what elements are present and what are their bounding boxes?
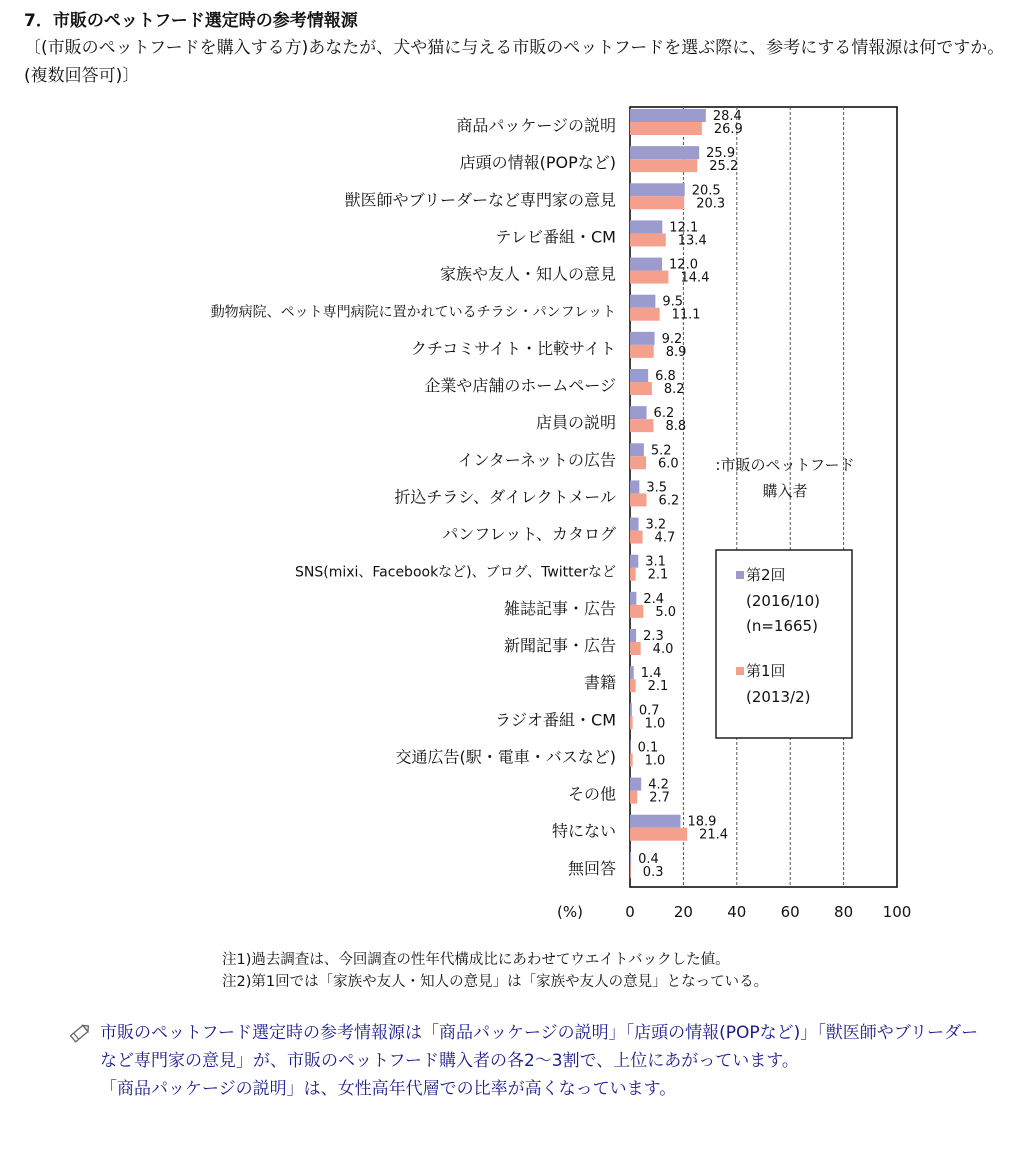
bar-series-1 [630, 852, 631, 865]
bar-series-1 [630, 592, 636, 605]
data-label-series-2: 20.3 [696, 196, 726, 212]
bar-series-1 [630, 815, 680, 828]
note-2: 注2)第1回では「家族や友人・知人の意見」は「家族や友人の意見」となっている。 [222, 974, 769, 990]
data-label-series-1: 6.8 [655, 369, 676, 384]
category-label: 家族や友人・知人の意見 [439, 264, 616, 284]
bar-series-2 [630, 642, 641, 655]
commentary-line-2: 「商品パッケージの説明」は、女性高年代層での比率が高くなっています。 [100, 1079, 677, 1099]
bar-series-2 [630, 419, 653, 432]
data-label-series-2: 8.9 [665, 344, 687, 360]
bar-series-1 [630, 443, 644, 456]
data-label-series-2: 26.9 [713, 122, 743, 137]
category-label: 特にない [551, 821, 616, 841]
survey-question: 〔(市販のペットフードを購入する方)あなたが、犬や猫に与える市販のペットフードを選ぶ際に、参考にする情報源は何ですか。(複数回答可)〕 [24, 38, 1005, 86]
data-label-series-1: 20.5 [691, 183, 721, 199]
bar-series-1 [630, 629, 636, 642]
data-label-series-1: 25.9 [706, 146, 736, 162]
data-label-series-2: 11.1 [671, 307, 701, 323]
data-label-series-1: 28.4 [712, 109, 742, 124]
bar-series-2 [630, 271, 668, 284]
data-label-series-1: 3.2 [645, 517, 667, 533]
data-label-series-1: 6.2 [653, 406, 675, 422]
legend-detail-series-2: (2013/2) [746, 688, 811, 706]
data-label-series-2: 8.2 [663, 382, 685, 397]
data-label-series-2: 5.0 [655, 604, 677, 620]
category-label: 店員の説明 [535, 413, 616, 433]
bar-series-2 [630, 233, 666, 246]
bar-series-1 [630, 555, 638, 568]
data-label-series-2: 0.3 [642, 864, 664, 880]
bar-series-1 [630, 778, 641, 791]
notes [222, 949, 768, 993]
bar-series-2 [630, 159, 697, 172]
bar-series-2 [630, 456, 646, 469]
data-label-series-1: 5.2 [650, 443, 672, 459]
bar-series-2 [630, 605, 643, 618]
data-label-series-1: 3.5 [646, 480, 668, 496]
bar-series-2 [630, 568, 636, 581]
x-axis-label: (%) [557, 903, 583, 921]
bar-series-1 [630, 518, 639, 531]
commentary [70, 1019, 990, 1103]
data-label-series-2: 1.0 [644, 753, 666, 769]
bar-series-1 [630, 220, 662, 233]
bar-series-1 [630, 146, 699, 159]
legend-swatch-series-1 [736, 571, 744, 579]
data-label-series-1: 18.9 [687, 814, 717, 830]
note-1: 注1)過去調査は、今回調査の性年代構成比にあわせてウエイトバックした値。 [222, 952, 730, 968]
category-label: 交通広告(駅・電車・バスなど) [395, 747, 616, 767]
bar-series-1 [630, 740, 631, 753]
data-label-series-1: 9.2 [661, 331, 683, 347]
bar-series-1 [630, 480, 639, 493]
category-label: SNS(mixi、Facebookなど)、ブログ、Twitterなど [294, 564, 616, 581]
data-label-series-2: 4.0 [652, 642, 674, 657]
category-label: ラジオ番組・CM [495, 710, 616, 730]
category-label: 獣医師やブリーダーなど専門家の意見 [344, 190, 616, 210]
x-tick-label: 40 [727, 903, 747, 921]
data-label-series-2: 2.1 [647, 567, 669, 583]
data-label-series-1: 0.1 [637, 740, 659, 756]
data-label-series-2: 6.2 [658, 493, 680, 509]
category-label: パンフレット、カタログ [442, 524, 616, 544]
bar-series-2 [630, 382, 652, 395]
category-label: 動物病院、ペット専門病院に置かれているチラシ・パンフレット [210, 304, 616, 321]
data-label-series-1: 4.2 [648, 777, 669, 793]
section-title: 7．市販のペットフード選定時の参考情報源 [24, 11, 358, 31]
x-tick-label: 60 [780, 903, 800, 921]
data-label-series-1: 12.1 [669, 220, 699, 236]
category-label: 雑誌記事・広告 [503, 598, 616, 618]
data-label-series-2: 6.0 [658, 456, 679, 472]
data-label-series-2: 14.4 [680, 270, 710, 286]
category-label: 新聞記事・広告 [503, 636, 616, 655]
bar-series-1 [630, 666, 634, 679]
bar-series-2 [630, 493, 647, 506]
legend-label-series-1: 第2回 [746, 566, 786, 584]
bar-series-1 [630, 369, 648, 382]
bar-series-1 [630, 406, 647, 419]
commentary-line-1: 市販のペットフード選定時の参考情報源は「商品パッケージの説明」「店頭の情報(POPなど)」「獣医師やブリーダーなど専門家の意見」が、市販のペットフード購入者の各2〜3割で、上位にあがっています。 [100, 1023, 979, 1071]
data-label-series-2: 8.8 [665, 419, 687, 435]
bar-series-2 [630, 196, 684, 209]
data-label-series-1: 2.3 [643, 629, 664, 644]
pencil-icon [68, 1022, 92, 1044]
legend-swatch-series-2 [736, 667, 744, 675]
bar-series-2 [630, 828, 687, 841]
category-label: クチコミサイト・比較サイト [410, 338, 616, 358]
data-label-series-1: 3.1 [645, 554, 666, 570]
legend-detail-series-1: (2016/10) [746, 592, 821, 610]
annotation-line-1: :市販のペットフード [715, 456, 855, 474]
bar-series-1 [630, 703, 632, 716]
data-label-series-1: 2.4 [643, 591, 665, 607]
bar-series-2 [630, 679, 636, 692]
bar-series-1 [630, 109, 706, 122]
category-label: 無回答 [567, 858, 616, 878]
data-label-series-1: 9.5 [662, 294, 684, 310]
x-tick-label: 100 [882, 903, 912, 921]
data-label-series-2: 13.4 [677, 233, 707, 249]
bar-series-2 [630, 122, 702, 135]
category-label: 店頭の情報(POPなど) [459, 153, 616, 173]
bar-series-2 [630, 308, 660, 321]
category-label: 商品パッケージの説明 [456, 116, 616, 135]
legend-label-series-2: 第1回 [746, 662, 786, 680]
bar-chart [0, 100, 1024, 930]
data-label-series-1: 1.4 [640, 666, 662, 682]
bar-series-2 [630, 791, 637, 804]
category-label: インターネットの広告 [457, 450, 616, 470]
legend-n-series-1: (n=1665) [746, 617, 818, 635]
bar-series-2 [630, 531, 643, 544]
x-tick-label: 0 [625, 903, 635, 921]
data-label-series-2: 2.1 [647, 679, 669, 695]
category-label: 書籍 [583, 673, 616, 693]
category-label: 企業や店舗のホームページ [424, 376, 616, 395]
data-label-series-2: 21.4 [699, 827, 729, 843]
data-label-series-1: 12.0 [669, 257, 698, 273]
x-tick-label: 20 [673, 903, 693, 921]
x-tick-label: 80 [834, 903, 854, 921]
bar-series-2 [630, 753, 633, 766]
data-label-series-2: 1.0 [644, 716, 666, 732]
category-label: テレビ番組・CM [495, 227, 616, 247]
data-label-series-2: 4.7 [654, 530, 676, 546]
data-label-series-2: 2.7 [649, 790, 670, 806]
bar-series-1 [630, 258, 662, 271]
data-label-series-1: 0.4 [638, 851, 659, 867]
bar-series-2 [630, 865, 631, 878]
data-label-series-2: 25.2 [709, 159, 739, 175]
bar-series-1 [630, 183, 685, 196]
bar-series-2 [630, 345, 654, 358]
category-label: その他 [567, 784, 616, 804]
bar-series-1 [630, 295, 655, 308]
data-label-series-1: 0.7 [638, 703, 660, 719]
bar-series-2 [630, 716, 633, 729]
annotation-line-2: 購入者 [762, 482, 808, 500]
category-label: 折込チラシ、ダイレクトメール [394, 487, 616, 507]
bar-series-1 [630, 332, 655, 345]
